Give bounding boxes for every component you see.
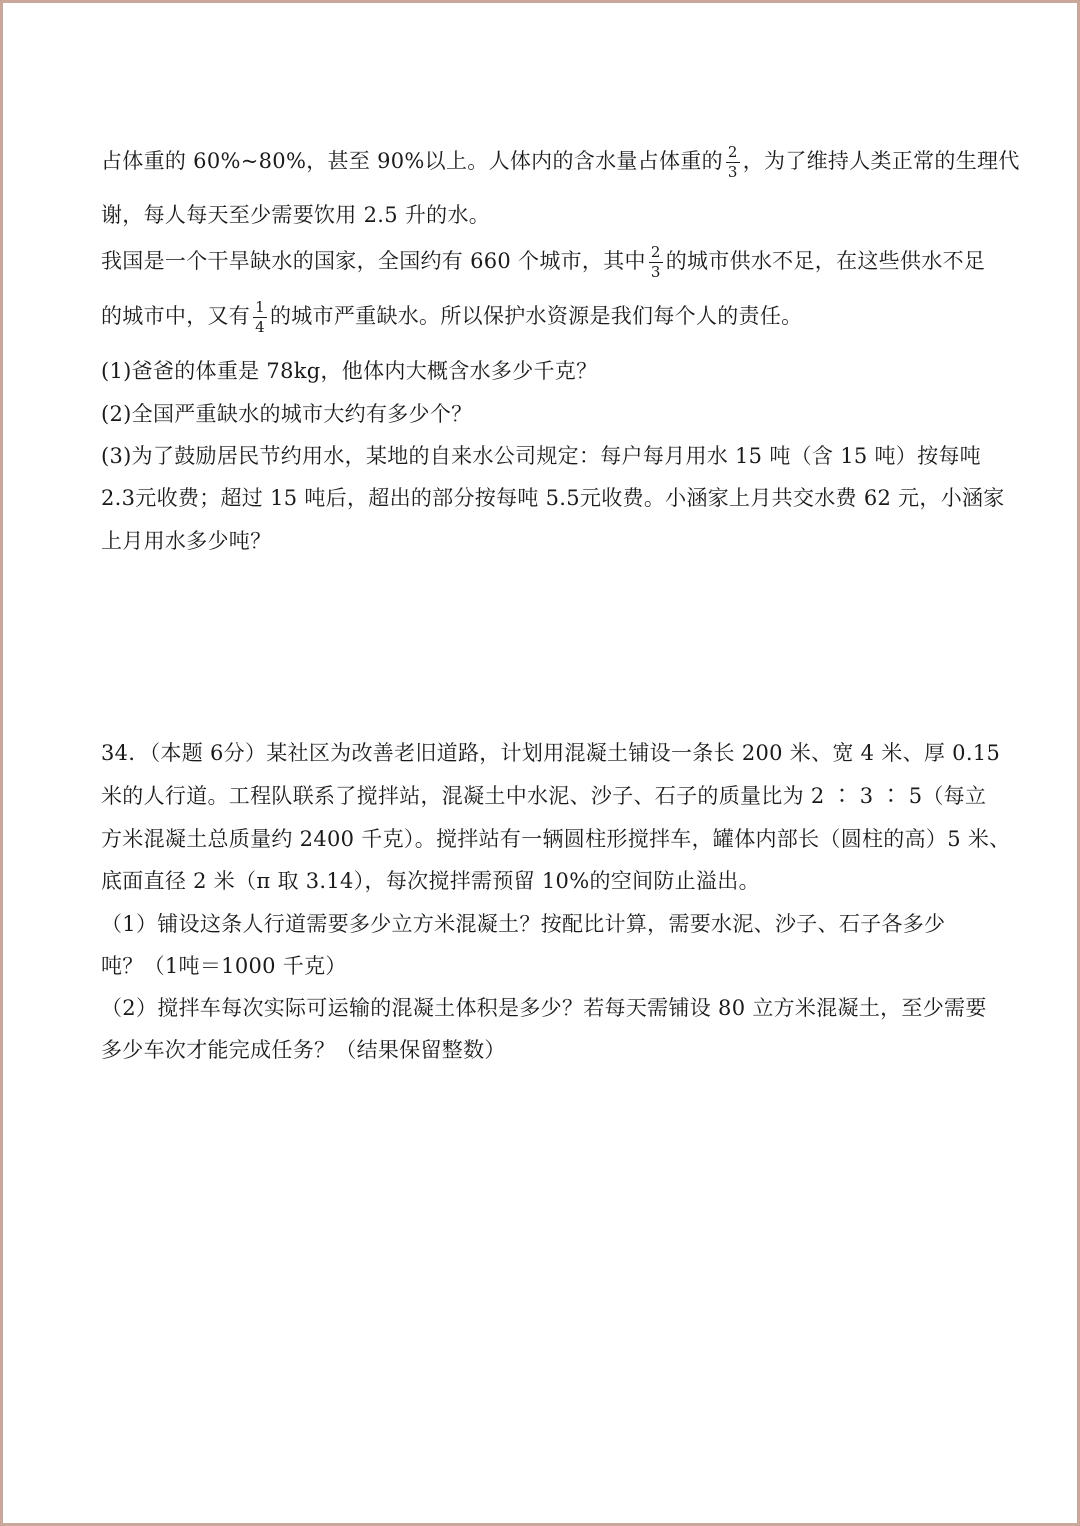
fraction-numerator: 2 <box>650 243 661 261</box>
passage-line-4 <box>101 300 802 335</box>
fraction-two-thirds <box>649 245 663 280</box>
passage-line-1 <box>101 145 1020 180</box>
passage-line-4-after: 的城市严重缺水。所以保护水资源是我们每个人的责任。 <box>269 304 803 328</box>
passage-line-3-before: 我国是一个干旱缺水的国家，全国约有 660 个城市，其中 <box>101 249 646 273</box>
problem-34-question-1-line-1: （1）铺设这条人行道需要多少立方米混凝土？按配比计算，需要水泥、沙子、石子各多少 <box>101 912 946 936</box>
problem-34-question-2-line-1: （2）搅拌车每次实际可运输的混凝土体积是多少？若每天需铺设 80 立方米混凝土，至少需要 <box>101 996 987 1020</box>
passage-line-3 <box>101 245 985 280</box>
passage-line-4-before: 的城市中，又有 <box>101 304 251 328</box>
passage-line-1-before: 占体重的 60%~80%，甚至 90%以上。人体内的含水量占体重的 <box>101 149 723 173</box>
problem-34-line-1: 34．（本题 6分）某社区为改善老旧道路，计划用混凝土铺设一条长 200 米、宽 4 米、厚 0.15 <box>101 741 1001 765</box>
question-33-2: (2)全国严重缺水的城市大约有多少个？ <box>101 402 473 426</box>
passage-line-2: 谢，每人每天至少需要饮用 2.5 升的水。 <box>101 203 491 227</box>
fraction-denominator: 3 <box>650 263 661 281</box>
problem-34-line-3: 方米混凝土总质量约 2400 千克）。搅拌站有一辆圆柱形搅拌车，罐体内部长（圆柱的高）5 米、 <box>101 827 1011 851</box>
fraction-numerator: 2 <box>727 143 738 161</box>
fraction-numerator: 1 <box>255 298 265 316</box>
passage-line-1-after: ，为了维持人类正常的生理代 <box>742 149 1020 173</box>
passage-line-3-after: 的城市供水不足，在这些供水不足 <box>665 249 986 273</box>
fraction-two-thirds <box>726 145 740 180</box>
problem-34-line-2: 米的人行道。工程队联系了搅拌站，混凝土中水泥、沙子、石子的质量比为 2 ∶ 3 ∶ 5（每立 <box>101 784 987 808</box>
question-33-3-line-3: 上月用水多少吨？ <box>101 529 272 553</box>
problem-34-question-2-line-2: 多少车次才能完成任务？（结果保留整数） <box>101 1038 506 1062</box>
problem-34-line-4: 底面直径 2 米（π 取 3.14），每次搅拌需预留 10%的空间防止溢出。 <box>101 869 760 893</box>
problem-34-question-1-line-2: 吨？（1吨＝1000 千克） <box>101 954 347 978</box>
question-33-1: (1)爸爸的体重是 78kg，他体内大概含水多少千克？ <box>101 359 598 383</box>
fraction-denominator: 4 <box>255 318 265 336</box>
fraction-one-quarter <box>253 300 267 335</box>
fraction-denominator: 3 <box>727 163 738 181</box>
question-33-3-line-2: 2.3元收费；超过 15 吨后，超出的部分按每吨 5.5元收费。小涵家上月共交水费 62 元，小涵家 <box>101 486 1005 510</box>
question-33-3-line-1: (3)为了鼓励居民节约用水，某地的自来水公司规定：每户每月用水 15 吨（含 15 吨）按每吨 <box>101 444 981 468</box>
